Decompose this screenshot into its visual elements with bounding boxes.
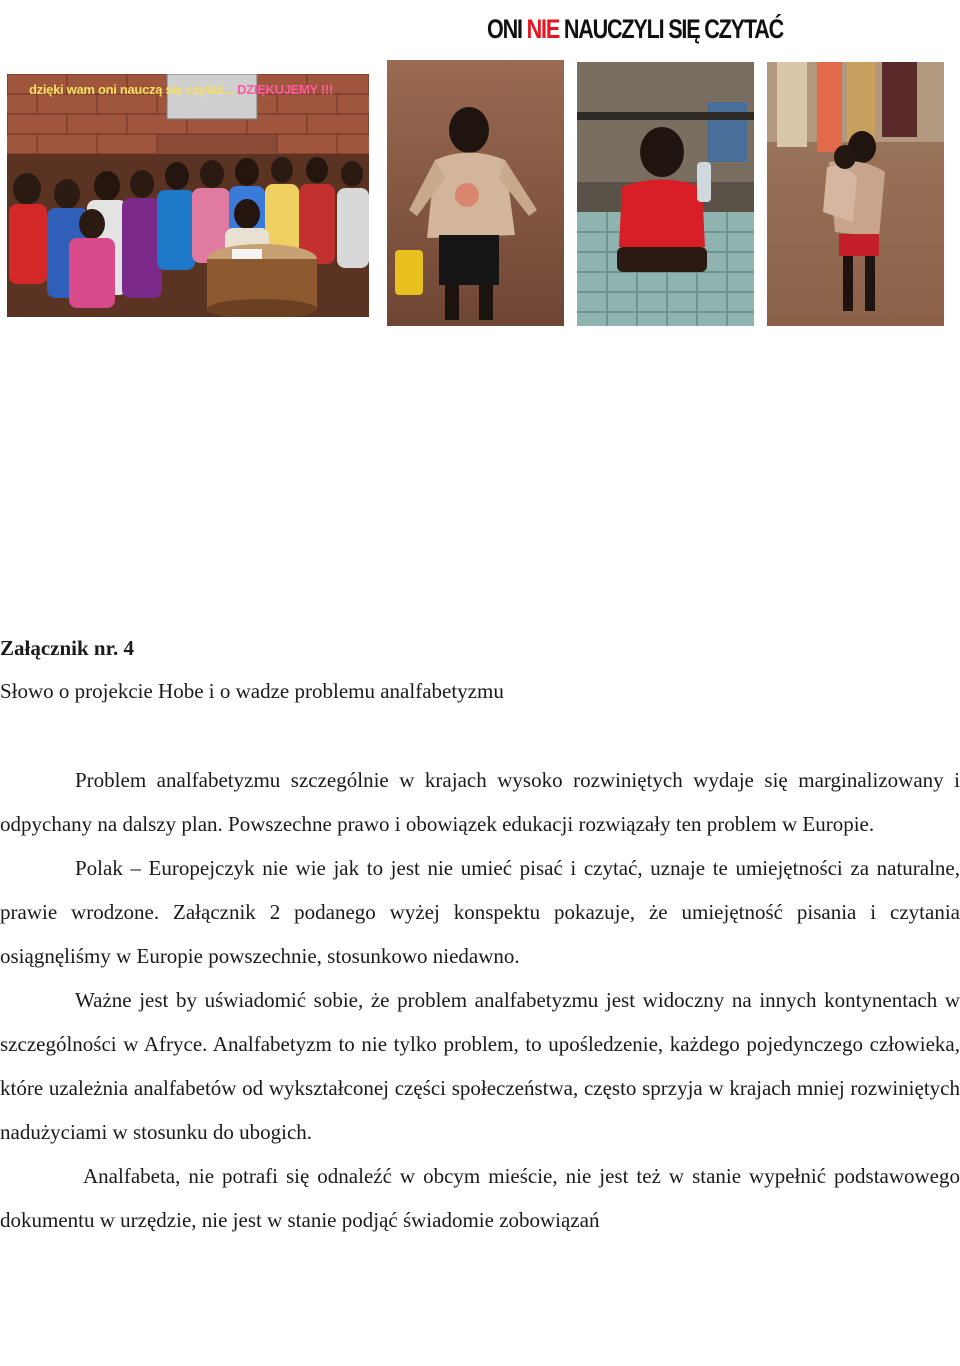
child-standing-photo bbox=[387, 60, 564, 326]
child-bed-photo-image bbox=[577, 62, 754, 326]
document-subheading: Słowo o projekcie Hobe i o wadze problemu analfabetyzmu bbox=[0, 679, 504, 703]
child-standing-photo-image bbox=[387, 60, 564, 326]
paragraph-3: Ważne jest by uświadomić sobie, że problem analfabetyzmu jest widoczny na innych kontynentach w szczególności w Afryce. Analfabetyzm to nie tylko problem, to upośledzenie, każdego pojedynczego człowieka, które uzależnia analfabetów od wykształconej części społeczeństwa, często sprzyja w krajach mniej rozwiniętych nadużyciami w stosunku do ubogich. bbox=[0, 988, 960, 1144]
title-part-1: ONI bbox=[487, 14, 527, 44]
paragraph-1: Problem analfabetyzmu szczególnie w krajach wysoko rozwiniętych wydaje się marginalizowany i odpychany na dalszy plan. Powszechne prawo i obowiązek edukacji rozwiązały ten problem w Europie. bbox=[0, 768, 960, 836]
child-carrying-photo-image bbox=[767, 62, 944, 326]
classroom-photo-image bbox=[7, 74, 369, 317]
child-carrying-photo bbox=[767, 62, 944, 326]
collage-title bbox=[487, 14, 783, 45]
document-body bbox=[0, 628, 960, 1242]
classroom-caption bbox=[29, 82, 333, 97]
child-bed-photo bbox=[577, 62, 754, 326]
classroom-photo bbox=[7, 74, 369, 317]
classroom-caption-part-2: DZIĘKUJEMY !!! bbox=[237, 82, 334, 97]
classroom-caption-part-1: dzięki wam oni nauczą się czytać... bbox=[29, 82, 238, 97]
paragraph-2: Polak – Europejczyk nie wie jak to jest nie umieć pisać i czytać, uznaje te umiejętności za naturalne, prawie wrodzone. Załącznik 2 podanego wyżej konspektu pokazuje, że umiejętność pisania i czytania osiągnęliśmy w Europie powszechnie, stosunkowo niedawno. bbox=[0, 856, 960, 968]
title-part-3: NAUCZYLI SIĘ CZYTAĆ bbox=[559, 14, 784, 44]
document-heading: Załącznik nr. 4 bbox=[0, 636, 134, 660]
title-part-2: NIE bbox=[526, 14, 560, 44]
paragraph-4: Analfabeta, nie potrafi się odnaleźć w obcym mieście, nie jest też w stanie wypełnić podstawowego dokumentu w urzędzie, nie jest w stanie podjąć świadomie zobowiązań bbox=[0, 1164, 960, 1232]
